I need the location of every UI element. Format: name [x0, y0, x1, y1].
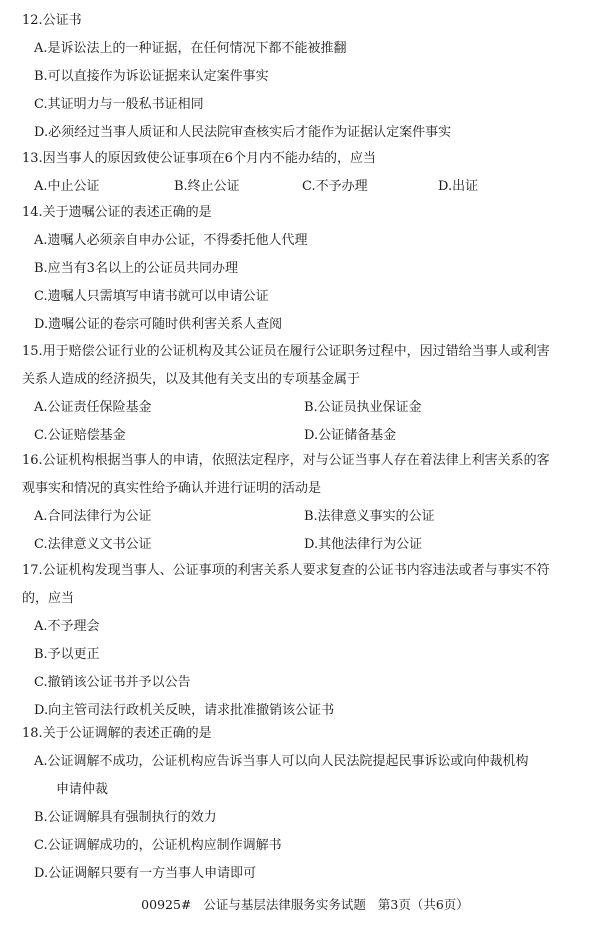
- question-13-option-c: C.不予办理: [302, 179, 368, 194]
- page-footer: [0, 895, 610, 913]
- footer-exam-title: 公证与基层法律服务实务试题: [203, 897, 366, 912]
- question-12-option-a: A.是诉讼法上的一种证据，在任何情况下都不能被推翻: [34, 41, 347, 56]
- question-13: [22, 145, 592, 201]
- question-16-option-d: D.其他法律行为公证: [304, 537, 423, 552]
- question-17-option-d: D.向主管司法行政机关反映，请求批准撤销该公证书: [34, 703, 335, 718]
- question-13-option-a: A.中止公证: [34, 179, 100, 194]
- question-15: [22, 338, 592, 450]
- question-16-option-b: B.法律意义事实的公证: [304, 509, 435, 524]
- question-15-stem-line2: 关系人造成的经济损失，以及其他有关支出的专项基金属于: [22, 372, 361, 387]
- question-18-option-b: B.公证调解具有强制执行的效力: [34, 810, 217, 825]
- question-15-option-c: C.公证赔偿基金: [34, 428, 126, 443]
- question-18-stem: 18.关于公证调解的表述正确的是: [22, 726, 212, 741]
- question-17: [22, 557, 592, 725]
- question-15-options-row1: [22, 394, 592, 422]
- question-17-stem-line2: 的，应当: [22, 591, 75, 606]
- question-17-option-c: C.撤销该公证书并予以公告: [34, 675, 191, 690]
- question-14-option-b: B.应当有3名以上的公证员共同办理: [34, 261, 238, 276]
- question-16-options-row2: [22, 531, 592, 559]
- question-13-options: [22, 173, 592, 201]
- footer-course-code: 00925#: [141, 897, 192, 912]
- question-16-options-row1: [22, 503, 592, 531]
- footer-page-number: 第3页（共6页）: [377, 897, 469, 912]
- question-12-option-c: C.其证明力与一般私书证相同: [34, 97, 204, 112]
- question-14-option-a: A.遗嘱人必须亲自申办公证，不得委托他人代理: [34, 233, 308, 248]
- question-15-stem-line1: 15.用于赔偿公证行业的公证机构及其公证员在履行公证职务过程中，因过错给当事人或利害: [22, 344, 550, 359]
- question-18-option-d: D.公证调解只要有一方当事人申请即可: [34, 866, 257, 881]
- question-12-option-b: B.可以直接作为诉讼证据来认定案件事实: [34, 69, 269, 84]
- question-18-option-c: C.公证调解成功的，公证机构应制作调解书: [34, 838, 282, 853]
- question-16-stem-line2: 观事实和情况的真实性给予确认并进行证明的活动是: [22, 481, 322, 496]
- question-14-stem: 14.关于遗嘱公证的表述正确的是: [22, 205, 212, 220]
- question-14: [22, 199, 592, 339]
- question-13-option-b: B.终止公证: [174, 179, 240, 194]
- question-16: [22, 447, 592, 559]
- question-15-options-row2: [22, 422, 592, 450]
- question-18-option-a-line1: A.公证调解不成功，公证机构应告诉当事人可以向人民法院提起民事诉讼或向仲裁机构: [34, 754, 529, 769]
- question-15-option-d: D.公证储备基金: [304, 428, 397, 443]
- question-17-stem-line1: 17.公证机构发现当事人、公证事项的利害关系人要求复查的公证书内容违法或者与事实不符: [22, 563, 550, 578]
- question-12: [22, 7, 592, 147]
- question-16-option-c: C.法律意义文书公证: [34, 537, 152, 552]
- question-18: [22, 720, 592, 888]
- question-15-option-a: A.公证责任保险基金: [34, 400, 152, 415]
- question-16-option-a: A.合同法律行为公证: [34, 509, 152, 524]
- question-15-option-b: B.公证员执业保证金: [304, 400, 422, 415]
- question-16-stem-line1: 16.公证机构根据当事人的申请，依照法定程序，对与公证当事人存在着法律上利害关系的客: [22, 453, 550, 468]
- question-18-option-a-line2: 申请仲裁: [56, 782, 109, 797]
- question-14-option-c: C.遗嘱人只需填写申请书就可以申请公证: [34, 289, 269, 304]
- question-14-option-d: D.遗嘱公证的卷宗可随时供利害关系人查阅: [34, 317, 283, 332]
- question-13-stem: 13.因当事人的原因致使公证事项在6个月内不能办结的，应当: [22, 151, 376, 166]
- question-12-stem: 12.公证书: [22, 13, 82, 28]
- question-13-option-d: D.出证: [438, 179, 479, 194]
- question-12-option-d: D.必须经过当事人质证和人民法院审查核实后才能作为证据认定案件事实: [34, 125, 452, 140]
- question-17-option-a: A.不予理会: [34, 619, 100, 634]
- question-17-option-b: B.予以更正: [34, 647, 100, 662]
